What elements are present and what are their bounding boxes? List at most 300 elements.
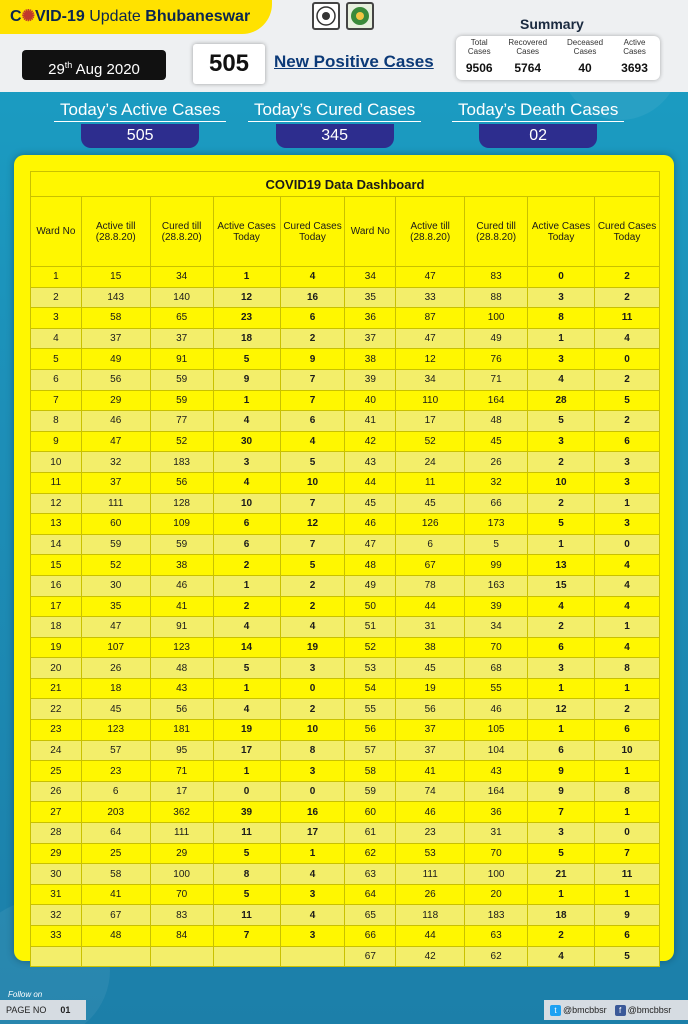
table-cell: 7 [280, 369, 345, 390]
table-cell: 2 [595, 287, 660, 308]
table-cell: 2 [280, 699, 345, 720]
table-cell: 37 [396, 720, 465, 741]
date-day: 29 [48, 61, 65, 78]
table-cell: 19 [280, 637, 345, 658]
table-cell: 14 [213, 637, 280, 658]
table-cell: 10 [595, 740, 660, 761]
table-cell: 45 [465, 431, 528, 452]
table-cell: 164 [465, 781, 528, 802]
table-cell: 59 [345, 781, 396, 802]
table-cell: 1 [213, 267, 280, 288]
table-cell: 2 [280, 328, 345, 349]
table-cell: 3 [528, 658, 595, 679]
table-cell: 56 [345, 720, 396, 741]
table-cell: 39 [465, 596, 528, 617]
table-cell: 26 [465, 452, 528, 473]
stat-label: Today’s Death Cases [452, 100, 624, 122]
table-cell: 23 [213, 308, 280, 329]
table-cell: 1 [595, 678, 660, 699]
table-row [31, 452, 660, 473]
table-cell: 47 [81, 617, 150, 638]
table-cell: 6 [280, 308, 345, 329]
today-death-stat [452, 100, 624, 148]
table-cell: 24 [396, 452, 465, 473]
table-cell: 49 [465, 328, 528, 349]
table-cell: 1 [528, 720, 595, 741]
table-cell: 5 [595, 946, 660, 967]
table-cell: 47 [81, 431, 150, 452]
table-row [31, 720, 660, 741]
table-cell: 15 [31, 555, 82, 576]
table-cell: 4 [528, 596, 595, 617]
table-cell: 45 [345, 493, 396, 514]
table-row [31, 514, 660, 535]
table-cell: 9 [528, 781, 595, 802]
table-cell: 11 [595, 864, 660, 885]
table-cell: 3 [280, 926, 345, 947]
today-active-stat [54, 100, 226, 148]
table-cell: 1 [595, 884, 660, 905]
table-cell: 91 [150, 349, 213, 370]
table-cell: 4 [528, 946, 595, 967]
table-cell: 48 [345, 555, 396, 576]
summary-label: Total Cases [467, 38, 491, 56]
table-row [31, 493, 660, 514]
table-cell: 6 [595, 431, 660, 452]
table-cell: 7 [213, 926, 280, 947]
table-cell: 47 [345, 534, 396, 555]
table-cell: 4 [280, 617, 345, 638]
table-cell: 47 [396, 267, 465, 288]
table-cell: 183 [465, 905, 528, 926]
table-cell: 43 [150, 678, 213, 699]
table-cell: 6 [81, 781, 150, 802]
table-row [31, 740, 660, 761]
table-cell: 46 [345, 514, 396, 535]
table-cell: 59 [81, 534, 150, 555]
table-cell: 2 [528, 493, 595, 514]
table-cell: 3 [595, 472, 660, 493]
table-header-row [31, 197, 660, 267]
table-cell: 62 [345, 843, 396, 864]
table-cell: 35 [81, 596, 150, 617]
table-row [31, 781, 660, 802]
table-cell: 9 [31, 431, 82, 452]
table-cell: 4 [31, 328, 82, 349]
table-cell: 24 [31, 740, 82, 761]
table-row [31, 761, 660, 782]
table-row [31, 596, 660, 617]
summary-value: 40 [578, 61, 592, 75]
table-cell: 21 [31, 678, 82, 699]
table-cell: 18 [528, 905, 595, 926]
table-row [31, 328, 660, 349]
twitter-icon: t [550, 1005, 561, 1016]
table-cell: 10 [280, 720, 345, 741]
table-cell: 9 [595, 905, 660, 926]
table-cell: 34 [345, 267, 396, 288]
table-cell [213, 946, 280, 967]
summary-active [613, 38, 656, 78]
odisha-emblem-icon [312, 2, 340, 30]
table-cell: 52 [396, 431, 465, 452]
column-header: Ward No [345, 197, 396, 267]
table-cell: 6 [595, 926, 660, 947]
table-cell: 123 [81, 720, 150, 741]
table-cell: 64 [345, 884, 396, 905]
table-row [31, 864, 660, 885]
table-cell: 76 [465, 349, 528, 370]
table-cell: 1 [213, 761, 280, 782]
table-cell: 44 [396, 926, 465, 947]
table-cell: 203 [81, 802, 150, 823]
table-cell: 78 [396, 575, 465, 596]
table-cell: 30 [81, 575, 150, 596]
table-cell: 55 [345, 699, 396, 720]
table-cell: 1 [528, 534, 595, 555]
table-cell: 2 [595, 699, 660, 720]
column-header: Cured Cases Today [595, 197, 660, 267]
table-cell: 22 [31, 699, 82, 720]
table-cell: 4 [280, 431, 345, 452]
table-cell: 5 [465, 534, 528, 555]
table-cell: 61 [345, 823, 396, 844]
table-row [31, 534, 660, 555]
table-cell: 4 [280, 905, 345, 926]
table-cell: 7 [280, 534, 345, 555]
table-cell: 41 [345, 411, 396, 432]
table-cell: 1 [280, 843, 345, 864]
table-cell: 28 [31, 823, 82, 844]
summary-title: Summary [520, 16, 584, 32]
table-cell: 31 [465, 823, 528, 844]
table-cell: 25 [81, 843, 150, 864]
table-row [31, 431, 660, 452]
table-cell: 59 [150, 534, 213, 555]
table-cell [150, 946, 213, 967]
bmc-logo-icon [346, 2, 374, 30]
table-cell: 66 [465, 493, 528, 514]
summary-label: Recovered Cases [508, 38, 548, 56]
follow-label: Follow on [8, 990, 43, 999]
table-cell: 3 [280, 761, 345, 782]
table-cell: 17 [31, 596, 82, 617]
table-cell: 3 [528, 823, 595, 844]
table-cell: 16 [31, 575, 82, 596]
table-cell: 126 [396, 514, 465, 535]
table-cell: 4 [595, 575, 660, 596]
table-cell: 8 [595, 658, 660, 679]
table-cell: 183 [150, 452, 213, 473]
table-cell: 59 [150, 369, 213, 390]
table-cell: 0 [280, 781, 345, 802]
table-cell: 143 [81, 287, 150, 308]
table-cell: 65 [345, 905, 396, 926]
table-cell: 4 [280, 267, 345, 288]
table-cell: 48 [150, 658, 213, 679]
table-cell: 42 [345, 431, 396, 452]
table-cell: 6 [280, 411, 345, 432]
table-cell: 164 [465, 390, 528, 411]
stat-label: Today’s Cured Cases [248, 100, 421, 122]
table-cell: 12 [31, 493, 82, 514]
table-cell: 5 [213, 843, 280, 864]
table-cell: 46 [150, 575, 213, 596]
table-row [31, 555, 660, 576]
table-cell: 28 [528, 390, 595, 411]
summary-recovered [498, 38, 557, 78]
table-cell: 1 [528, 328, 595, 349]
table-cell: 1 [213, 575, 280, 596]
table-cell: 0 [528, 267, 595, 288]
table-cell: 12 [396, 349, 465, 370]
table-cell: 63 [345, 864, 396, 885]
table-cell: 43 [345, 452, 396, 473]
table-cell: 37 [396, 740, 465, 761]
table-cell: 16 [280, 802, 345, 823]
table-row [31, 287, 660, 308]
table-cell: 38 [345, 349, 396, 370]
table-cell: 7 [280, 493, 345, 514]
table-cell: 53 [396, 843, 465, 864]
table-cell: 163 [465, 575, 528, 596]
table-cell: 17 [150, 781, 213, 802]
table-cell: 15 [81, 267, 150, 288]
table-cell: 1 [595, 493, 660, 514]
table-cell: 111 [396, 864, 465, 885]
table-body [31, 267, 660, 967]
table-cell: 3 [528, 431, 595, 452]
table-cell: 5 [528, 411, 595, 432]
table-row [31, 946, 660, 967]
table-cell: 118 [396, 905, 465, 926]
table-cell: 3 [280, 884, 345, 905]
table-cell: 34 [396, 369, 465, 390]
table-cell: 34 [465, 617, 528, 638]
table-cell: 6 [31, 369, 82, 390]
table-row [31, 905, 660, 926]
table-cell: 3 [528, 287, 595, 308]
table-cell: 6 [595, 720, 660, 741]
table-cell: 1 [528, 678, 595, 699]
table-cell: 3 [280, 658, 345, 679]
table-cell: 83 [150, 905, 213, 926]
table-cell: 23 [81, 761, 150, 782]
table-row [31, 926, 660, 947]
table-cell: 27 [31, 802, 82, 823]
table-cell: 3 [595, 452, 660, 473]
table-cell: 30 [213, 431, 280, 452]
table-cell: 2 [528, 617, 595, 638]
table-cell: 95 [150, 740, 213, 761]
table-cell: 18 [213, 328, 280, 349]
footer [0, 990, 688, 1024]
table-cell: 32 [465, 472, 528, 493]
table-cell: 41 [81, 884, 150, 905]
table-cell: 67 [345, 946, 396, 967]
table-cell: 45 [396, 493, 465, 514]
table-row [31, 617, 660, 638]
table-cell: 0 [595, 823, 660, 844]
table-cell: 34 [150, 267, 213, 288]
stat-value: 505 [81, 124, 199, 148]
table-row [31, 843, 660, 864]
virus-icon: ✺ [21, 8, 35, 25]
table-cell: 4 [528, 369, 595, 390]
table-cell: 37 [345, 328, 396, 349]
column-header: Cured till (28.8.20) [465, 197, 528, 267]
table-cell: 6 [528, 740, 595, 761]
summary-card [456, 36, 660, 80]
table-cell: 0 [595, 349, 660, 370]
table-cell: 2 [280, 596, 345, 617]
table-cell: 44 [396, 596, 465, 617]
table-cell: 29 [81, 390, 150, 411]
table-cell: 38 [396, 637, 465, 658]
table-cell: 20 [31, 658, 82, 679]
page-number-box [0, 1000, 86, 1020]
twitter-link[interactable] [550, 1000, 607, 1020]
table-cell: 1 [213, 678, 280, 699]
social-links [544, 1000, 688, 1020]
table-cell: 1 [213, 390, 280, 411]
table-cell: 54 [345, 678, 396, 699]
table-cell: 29 [31, 843, 82, 864]
table-row [31, 267, 660, 288]
table-cell: 5 [528, 843, 595, 864]
table-cell: 128 [150, 493, 213, 514]
table-cell: 2 [595, 267, 660, 288]
table-cell: 3 [31, 308, 82, 329]
table-cell: 5 [280, 555, 345, 576]
table-cell: 17 [396, 411, 465, 432]
dashboard-panel [14, 155, 674, 961]
page-label: PAGE NO [6, 1005, 47, 1015]
table-row [31, 411, 660, 432]
table-cell: 2 [528, 926, 595, 947]
table-cell: 10 [528, 472, 595, 493]
table-cell: 4 [595, 637, 660, 658]
table-cell: 87 [396, 308, 465, 329]
column-header: Active Cases Today [528, 197, 595, 267]
table-cell: 1 [31, 267, 82, 288]
table-cell: 20 [465, 884, 528, 905]
table-row [31, 637, 660, 658]
title-c: C [10, 8, 22, 25]
table-cell: 6 [396, 534, 465, 555]
table-cell: 13 [528, 555, 595, 576]
table-cell: 4 [595, 596, 660, 617]
table-cell: 181 [150, 720, 213, 741]
table-cell: 26 [81, 658, 150, 679]
table-cell: 11 [396, 472, 465, 493]
table-cell: 77 [150, 411, 213, 432]
table-cell: 35 [345, 287, 396, 308]
table-cell: 2 [528, 452, 595, 473]
facebook-link[interactable] [615, 1000, 672, 1020]
table-cell: 8 [280, 740, 345, 761]
table-cell: 12 [213, 287, 280, 308]
table-row [31, 884, 660, 905]
table-cell: 18 [81, 678, 150, 699]
table-cell: 31 [396, 617, 465, 638]
table-cell: 37 [150, 328, 213, 349]
table-cell: 9 [213, 369, 280, 390]
table-cell: 58 [81, 308, 150, 329]
table-row [31, 349, 660, 370]
table-cell: 104 [465, 740, 528, 761]
summary-deceased [557, 38, 613, 78]
facebook-handle: @bmcbbsr [627, 1005, 672, 1015]
table-cell: 49 [345, 575, 396, 596]
table-cell: 48 [465, 411, 528, 432]
ward-data-table [30, 171, 660, 967]
table-cell: 173 [465, 514, 528, 535]
column-header: Active till (28.8.20) [81, 197, 150, 267]
header [0, 0, 688, 92]
table-cell: 58 [345, 761, 396, 782]
table-cell: 32 [31, 905, 82, 926]
table-cell: 2 [213, 555, 280, 576]
table-cell: 4 [213, 617, 280, 638]
table-cell: 2 [595, 369, 660, 390]
table-cell: 39 [345, 369, 396, 390]
summary-label: Active Cases [623, 38, 646, 56]
table-cell [31, 946, 82, 967]
table-cell: 70 [465, 637, 528, 658]
summary-value: 3693 [621, 61, 648, 75]
table-cell: 8 [213, 864, 280, 885]
table-title: COVID19 Data Dashboard [31, 172, 660, 197]
table-cell: 5 [528, 514, 595, 535]
stat-label: Today’s Active Cases [54, 100, 226, 122]
table-cell: 25 [31, 761, 82, 782]
today-cured-stat [248, 100, 421, 148]
table-cell: 50 [345, 596, 396, 617]
table-cell: 4 [280, 864, 345, 885]
table-cell: 1 [595, 761, 660, 782]
table-cell: 107 [81, 637, 150, 658]
table-cell: 109 [150, 514, 213, 535]
title-covid: VID-19 [34, 8, 85, 25]
table-cell: 10 [31, 452, 82, 473]
table-cell: 5 [213, 349, 280, 370]
table-cell: 32 [81, 452, 150, 473]
table-cell: 67 [396, 555, 465, 576]
column-header: Cured Cases Today [280, 197, 345, 267]
table-row [31, 472, 660, 493]
table-cell: 4 [213, 699, 280, 720]
table-cell: 48 [81, 926, 150, 947]
table-cell: 17 [213, 740, 280, 761]
table-row [31, 390, 660, 411]
table-cell: 6 [213, 514, 280, 535]
table-cell: 16 [280, 287, 345, 308]
table-cell: 6 [528, 637, 595, 658]
column-header: Ward No [31, 197, 82, 267]
column-header: Active till (28.8.20) [396, 197, 465, 267]
table-cell: 52 [150, 431, 213, 452]
table-cell: 11 [595, 308, 660, 329]
table-cell: 47 [396, 328, 465, 349]
table-cell: 30 [31, 864, 82, 885]
table-cell: 46 [465, 699, 528, 720]
table-cell: 105 [465, 720, 528, 741]
date-suffix: th [64, 60, 73, 70]
table-cell: 140 [150, 287, 213, 308]
table-cell: 68 [465, 658, 528, 679]
table-cell: 4 [213, 411, 280, 432]
